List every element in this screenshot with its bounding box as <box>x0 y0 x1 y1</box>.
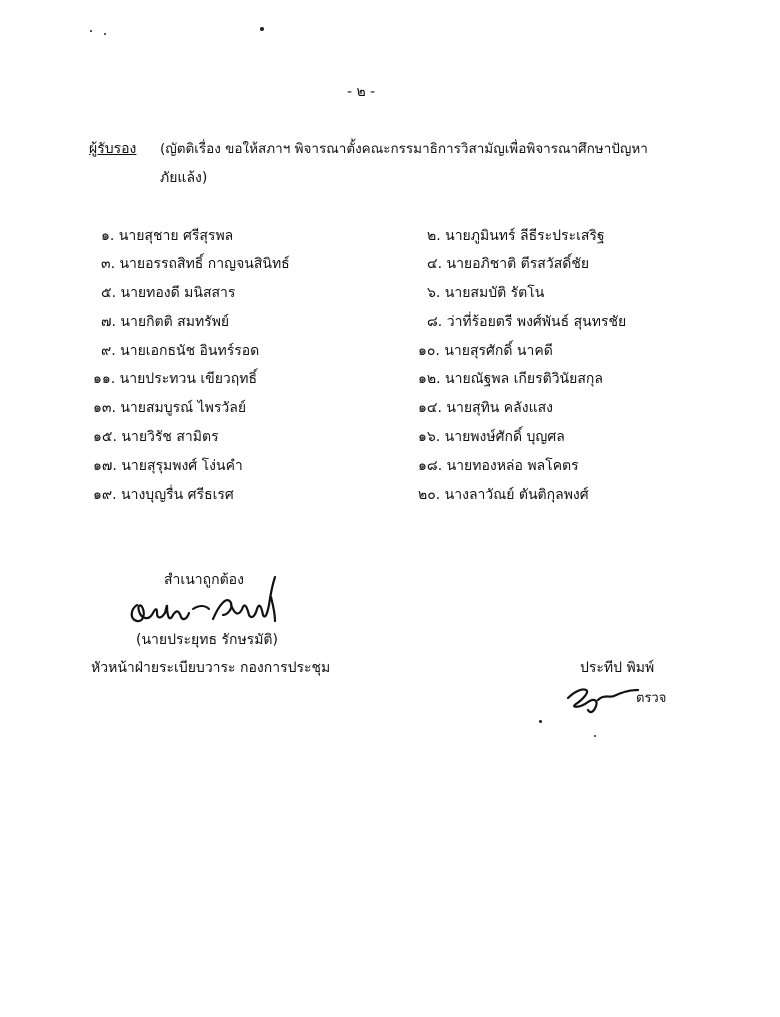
member-list-item: ๑๗. นายสุรุมพงศ์ โง่นคำ <box>93 458 243 474</box>
certifier-position: หัวหน้าฝ่ายระเบียบวาระ กองการประชุม <box>91 660 331 676</box>
page-number: - ๒ - <box>347 84 376 100</box>
certifier-name: (นายประยุทธ รักษรมัติ) <box>136 632 278 648</box>
motion-subject-line-1: (ญัตติเรื่อง ขอให้สภาฯ พิจารณาตั้งคณะกรรมาธิการวิสามัญเพื่อพิจารณาศึกษาปัญหา <box>160 141 648 157</box>
member-list-item: ๗. นายกิตติ สมทรัพย์ <box>101 314 230 330</box>
member-list-item: ๑๕. นายวิรัช สามิตร <box>93 429 219 445</box>
member-list-item: ๑๘. นายทองหล่อ พลโคตร <box>418 458 579 474</box>
member-list-item: ๑๖. นายพงษ์ศักดิ์ บุญศล <box>418 429 565 445</box>
member-list-item: ๑๐. นายสุรศักดิ์ นาคดี <box>418 343 553 359</box>
member-list-item: ๑๑. นายประทวน เขียวฤทธิ์ <box>93 371 258 387</box>
member-list-item: ๖. นายสมบัติ รัตโน <box>427 285 545 301</box>
typist-name: ประทีป พิมพ์ <box>580 660 655 676</box>
member-list-item: ๑๒. นายณัฐพล เกียรติวินัยสกุล <box>418 371 603 387</box>
motion-subject-line-2: ภัยแล้ง) <box>160 170 208 186</box>
member-list-item: ๑๙. นางบุญรื่น ศรีธเรศ <box>93 487 234 503</box>
scan-speck <box>90 30 92 32</box>
checked-label: ตรวจ <box>636 691 667 706</box>
member-list-item: ๑. นายสุชาย ศรีสุรพล <box>101 228 234 244</box>
member-list-item: ๕. นายทองดี มนิสสาร <box>101 285 236 301</box>
checker-signature <box>560 678 640 718</box>
certified-true-copy-label: สำเนาถูกต้อง <box>164 572 244 588</box>
member-list-item: ๑๓. นายสมบูรณ์ ไพรวัลย์ <box>93 400 247 416</box>
member-list-item: ๘. ว่าที่ร้อยตรี พงศ์พันธ์ สุนทรชัย <box>427 314 627 330</box>
handwritten-signature <box>123 575 293 635</box>
scan-speck <box>260 27 264 31</box>
member-list-item: ๙. นายเอกธนัช อินทร์รอด <box>101 343 260 359</box>
member-list-item: ๔. นายอภิชาติ ตีรสวัสดิ์ชัย <box>427 256 590 272</box>
scan-speck <box>594 735 596 737</box>
member-list-item: ๑๔. นายสุทิน คลังแสง <box>418 400 553 416</box>
member-list-item: ๒. นายภูมินทร์ ลีธีระประเสริฐ <box>427 228 605 244</box>
member-list-item: ๒๐. นางลาวัณย์ ตันติกุลพงศ์ <box>418 487 589 503</box>
endorsers-label: ผู้รับรอง <box>89 141 137 157</box>
scan-speck <box>104 33 106 35</box>
member-list-item: ๓. นายอรรถสิทธิ์ กาญจนสินิทธ์ <box>101 256 290 272</box>
scan-speck <box>539 720 542 723</box>
